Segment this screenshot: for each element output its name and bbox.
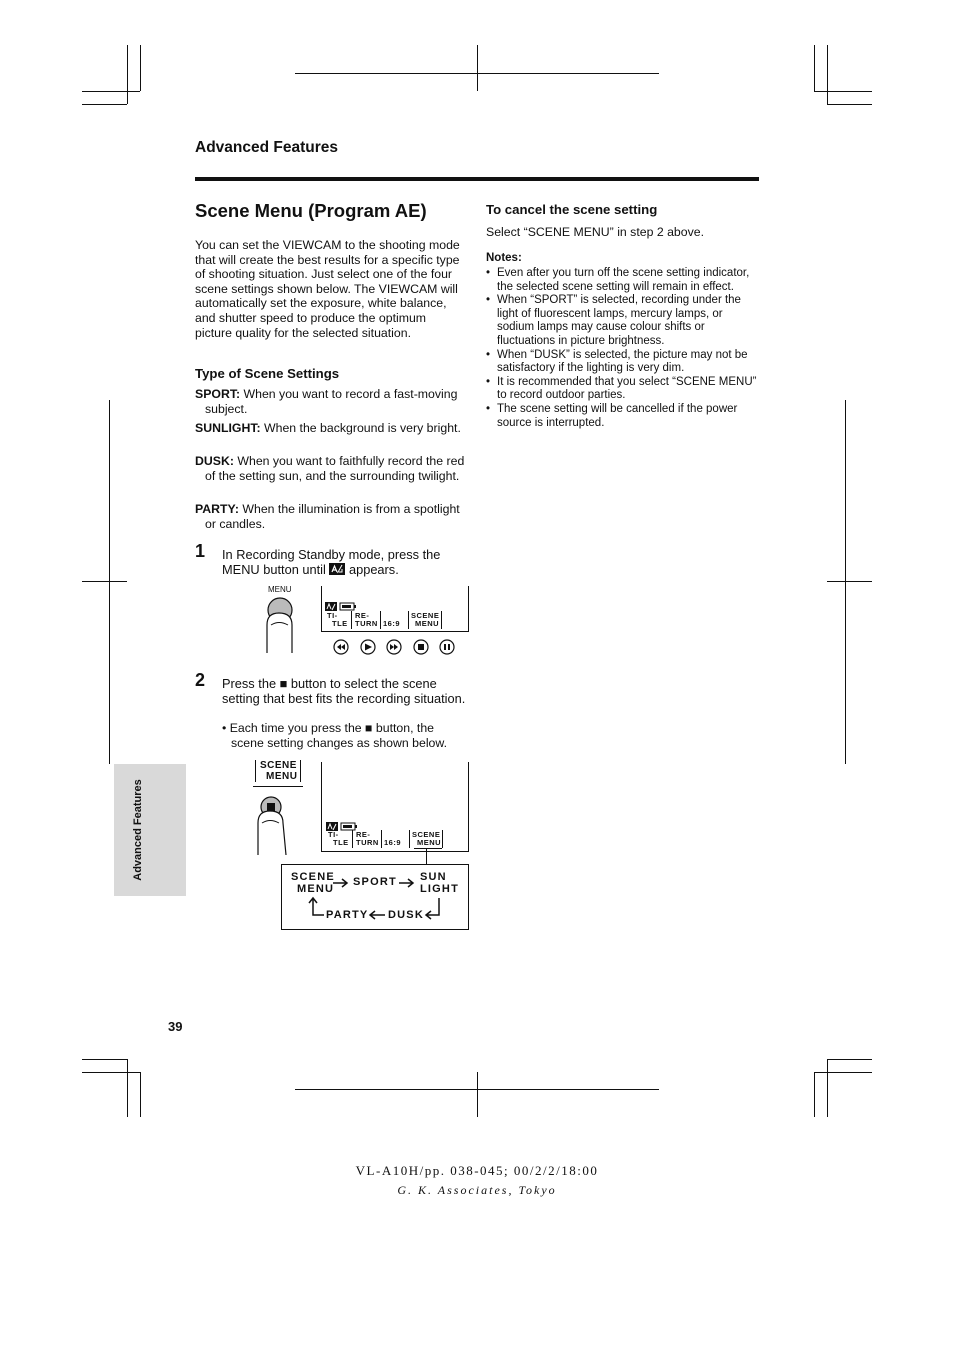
footer-line-1: VL-A10H/pp. 038-045; 00/2/2/18:00: [355, 1163, 599, 1178]
notes-list: [486, 267, 760, 430]
stop-icon: [414, 640, 428, 654]
section-header: Advanced Features: [195, 139, 338, 156]
pause-icon: [440, 640, 454, 654]
menu-button-label: MENU: [268, 585, 292, 594]
flow-arrows-icon: [281, 864, 467, 928]
lcd2-scene-a: SCENE: [412, 830, 441, 839]
note-item: • When “DUSK” is selected, the picture may not be satisfactory if the lighting is very dim.: [486, 349, 760, 376]
definition-dusk: DUSK: When you want to faithfully record the red of the setting sun, and the surrounding twilight.: [195, 454, 465, 483]
flow-sport: SPORT: [353, 876, 397, 888]
flow-scene-b: MENU: [297, 883, 335, 895]
flow-scene-a: SCENE: [291, 871, 335, 883]
scene-label-b: MENU: [266, 771, 298, 782]
step-1-text: In Recording Standby mode, press the MENU button until appears.: [222, 547, 441, 577]
finger-pressing-stop-icon: [252, 795, 297, 857]
lcd-title-b: TLE: [332, 619, 348, 628]
lcd-aspect: 16:9: [383, 619, 401, 628]
notes-heading: Notes:: [486, 252, 522, 264]
flow-sun-b: LIGHT: [420, 883, 459, 895]
lcd-title-a: TI-: [327, 611, 338, 620]
flow-sun-a: SUN: [420, 871, 447, 883]
note-item: • When “SPORT” is selected, recording under the light of fluorescent lamps, mercury lamps, or sodium lamps may cause colour shifts or fluctuations in picture brightness.: [486, 294, 760, 348]
step-2-subnote: • Each time you press the ■ button, the scene setting changes as shown below.: [222, 721, 448, 750]
auto-mode-icon: [329, 562, 345, 577]
rewind-icon: [334, 640, 348, 654]
lcd2-return-b: TURN: [356, 838, 379, 847]
lcd-scene-a: SCENE: [411, 611, 440, 620]
note-item: • Even after you turn off the scene setting indicator, the selected scene setting will remain in effect.: [486, 267, 760, 294]
step-1-number: 1: [195, 541, 206, 561]
lcd2-return-a: RE-: [356, 830, 371, 839]
scene-label-a: SCENE: [260, 760, 297, 771]
cancel-text: Select “SCENE MENU” in step 2 above.: [486, 225, 705, 239]
note-item: • The scene setting will be cancelled if the power source is interrupted.: [486, 403, 760, 430]
definition-party: PARTY: When the illumination is from a spotlight or candles.: [195, 502, 460, 531]
lcd2-aspect: 16:9: [384, 838, 402, 847]
cancel-heading: To cancel the scene setting: [486, 202, 658, 217]
header-rule: [195, 177, 759, 181]
note-item: • It is recommended that you select “SCENE MENU” to record outdoor parties.: [486, 376, 760, 403]
lcd2-scene-b: MENU: [417, 838, 442, 847]
page-number: 39: [168, 1019, 183, 1034]
types-heading: Type of Scene Settings: [195, 366, 340, 381]
footer-line-2: G. K. Associates, Tokyo: [397, 1183, 557, 1197]
lcd2-title-b: TLE: [333, 838, 349, 847]
play-icon: [361, 640, 375, 654]
lcd-return-a: RE-: [355, 611, 370, 620]
step-2-number: 2: [195, 670, 206, 690]
lcd-scene-b: MENU: [415, 619, 440, 628]
definition-sport: SPORT: When you want to record a fast-moving subject.: [195, 387, 458, 416]
lcd-return-b: TURN: [355, 619, 378, 628]
finger-pressing-icon: [258, 595, 308, 660]
flow-dusk: DUSK: [388, 909, 424, 921]
page-title: Scene Menu (Program AE): [195, 200, 427, 221]
transport-controls: [333, 639, 457, 656]
step-2-text: Press the ■ button to select the scene setting that best fits the recording situation.: [222, 676, 466, 706]
fast-forward-icon: [387, 640, 401, 654]
definition-sunlight: SUNLIGHT: When the background is very bright.: [195, 421, 461, 435]
side-tab: [114, 764, 186, 896]
lcd2-title-a: TI-: [328, 830, 339, 839]
flow-party: PARTY: [326, 909, 369, 921]
intro-paragraph: You can set the VIEWCAM to the shooting mode that will create the best results for a specific type of shooting situation. Just select one of the four scene settings shown below. The VIEWCAM will automatically set the exposure, white balance, and shutter speed to produce the optimum picture quality for the selected situation.: [195, 238, 460, 340]
side-tab-label: Advanced Features: [132, 779, 144, 881]
